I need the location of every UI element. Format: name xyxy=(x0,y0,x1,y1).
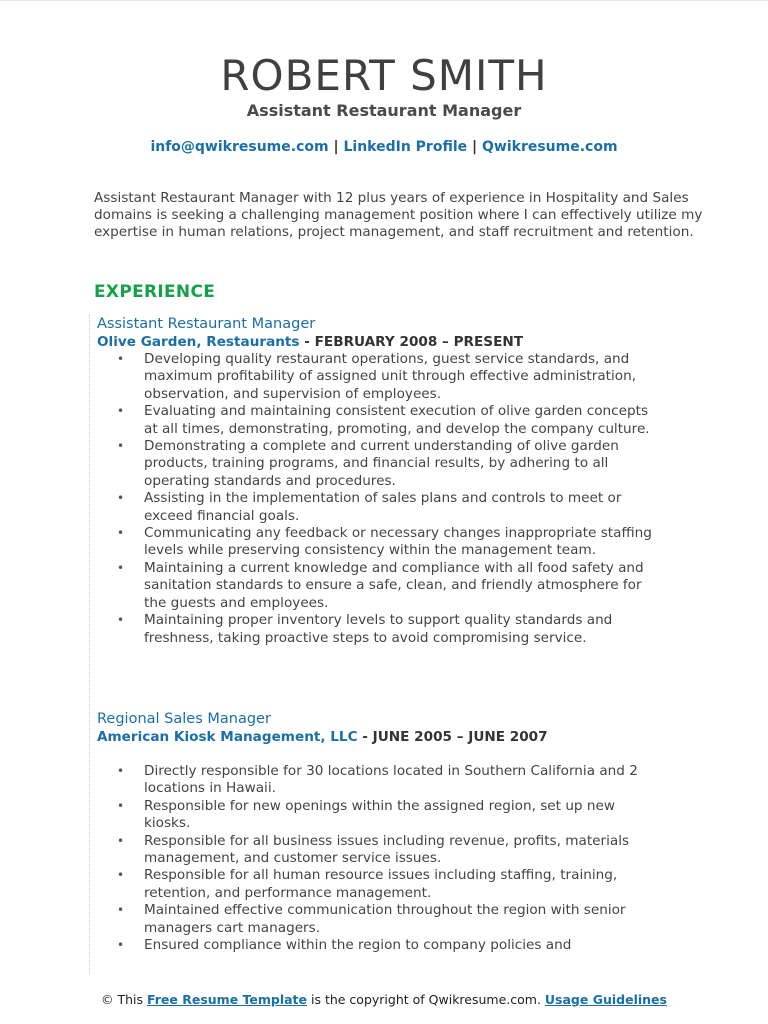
website-link[interactable]: Qwikresume.com xyxy=(482,139,618,155)
usage-guidelines-link[interactable]: Usage Guidelines xyxy=(544,992,667,1007)
job-entry xyxy=(97,315,657,647)
list-item xyxy=(97,438,657,490)
bullet-text: Maintained effective communication throughout the region with senior managers cart managers. xyxy=(144,902,626,936)
bullet-text: Responsible for all business issues including revenue, profits, materials management, and customer service issues. xyxy=(144,832,630,867)
list-item xyxy=(97,902,657,937)
list-item xyxy=(97,763,657,798)
list-item xyxy=(97,833,657,868)
bullet-text: Maintaining proper inventory levels to support quality standards and freshness, taking proactive steps to avoid compromising service. xyxy=(144,612,613,646)
bullet-icon: • xyxy=(117,903,125,918)
bullet-icon: • xyxy=(117,404,125,419)
list-item xyxy=(97,351,657,403)
job-dates: - FEBRUARY 2008 – PRESENT xyxy=(299,334,524,350)
bullet-text: Evaluating and maintaining consistent execution of olive garden concepts at all times, demonstrating, promoting, and develop the company culture. xyxy=(144,403,650,437)
bullet-icon: • xyxy=(117,833,125,848)
summary-paragraph: Assistant Restaurant Manager with 12 plus years of experience in Hospitality and Sales domains is seeking a challenging management position where I can effectively utilize my expertise in human relations, project management, and staff recruitment and retention. xyxy=(94,190,703,240)
job-dates: - JUNE 2005 – JUNE 2007 xyxy=(357,729,548,745)
job-entry xyxy=(97,710,657,954)
list-item xyxy=(97,612,657,647)
job-bullets xyxy=(97,763,657,954)
bullet-text: Responsible for all human resource issues including staffing, training, retention, and performance management. xyxy=(144,867,618,901)
bullet-text: Communicating any feedback or necessary changes inappropriate staffing levels while preserving consistency within the management team. xyxy=(144,525,652,559)
list-item xyxy=(97,798,657,833)
bullet-icon: • xyxy=(117,560,125,575)
bullet-text: Assisting in the implementation of sales plans and controls to meet or exceed financial goals. xyxy=(144,490,622,524)
job-bullets xyxy=(97,351,657,647)
list-item xyxy=(97,490,657,525)
free-template-link[interactable]: Free Resume Template xyxy=(147,992,308,1007)
bullet-icon: • xyxy=(117,526,125,541)
footer-middle: is the copyright of Qwikresume.com. xyxy=(307,992,545,1007)
candidate-name: ROBERT SMITH xyxy=(220,51,548,100)
job-company-line xyxy=(97,728,657,746)
candidate-title: Assistant Restaurant Manager xyxy=(246,101,522,120)
bullet-icon: • xyxy=(117,938,125,953)
footer-copyright xyxy=(0,992,768,1007)
footer-prefix: © This xyxy=(101,992,148,1007)
job-company: Olive Garden, Restaurants xyxy=(97,334,300,350)
experience-divider xyxy=(89,315,90,975)
bullet-icon: • xyxy=(117,439,125,454)
bullet-text: Ensured compliance within the region to company policies and xyxy=(144,937,572,954)
job-company-line xyxy=(97,333,657,351)
job-company: American Kiosk Management, LLC xyxy=(97,729,358,745)
bullet-text: Demonstrating a complete and current understanding of olive garden products, training programs, and financial results, by adhering to all operating standards and procedures. xyxy=(144,438,619,489)
bullet-icon: • xyxy=(117,352,125,366)
job-title: Regional Sales Manager xyxy=(97,711,271,727)
contact-line xyxy=(0,139,768,155)
experience-heading: EXPERIENCE xyxy=(94,282,216,302)
list-item xyxy=(97,525,657,560)
bullet-icon: • xyxy=(117,798,125,813)
email-link[interactable]: info@qwikresume.com xyxy=(150,139,329,155)
list-item xyxy=(97,403,657,438)
bullet-text: Developing quality restaurant operations, guest service standards, and maximum profitability of assigned unit through effective administration, observation, and supervision of employees. xyxy=(144,351,637,402)
contact-separator: | xyxy=(328,139,344,155)
bullet-text: Directly responsible for 30 locations located in Southern California and 2 locations in Hawaii. xyxy=(144,763,638,797)
bullet-icon: • xyxy=(117,613,125,628)
contact-separator: | xyxy=(467,139,482,155)
bullet-text: Maintaining a current knowledge and compliance with all food safety and sanitation standards to ensure a safe, clean, and friendly atmosphere for the guests and employees. xyxy=(144,559,644,611)
bullet-text: Responsible for new openings within the assigned region, set up new kiosks. xyxy=(144,797,615,832)
list-item xyxy=(97,560,657,612)
bullet-icon: • xyxy=(117,491,125,506)
list-item xyxy=(97,937,657,954)
job-title: Assistant Restaurant Manager xyxy=(97,316,316,332)
bullet-icon: • xyxy=(117,868,125,883)
top-border xyxy=(0,0,768,1)
list-item xyxy=(97,867,657,902)
bullet-icon: • xyxy=(117,764,125,778)
linkedin-link[interactable]: LinkedIn Profile xyxy=(343,139,468,155)
